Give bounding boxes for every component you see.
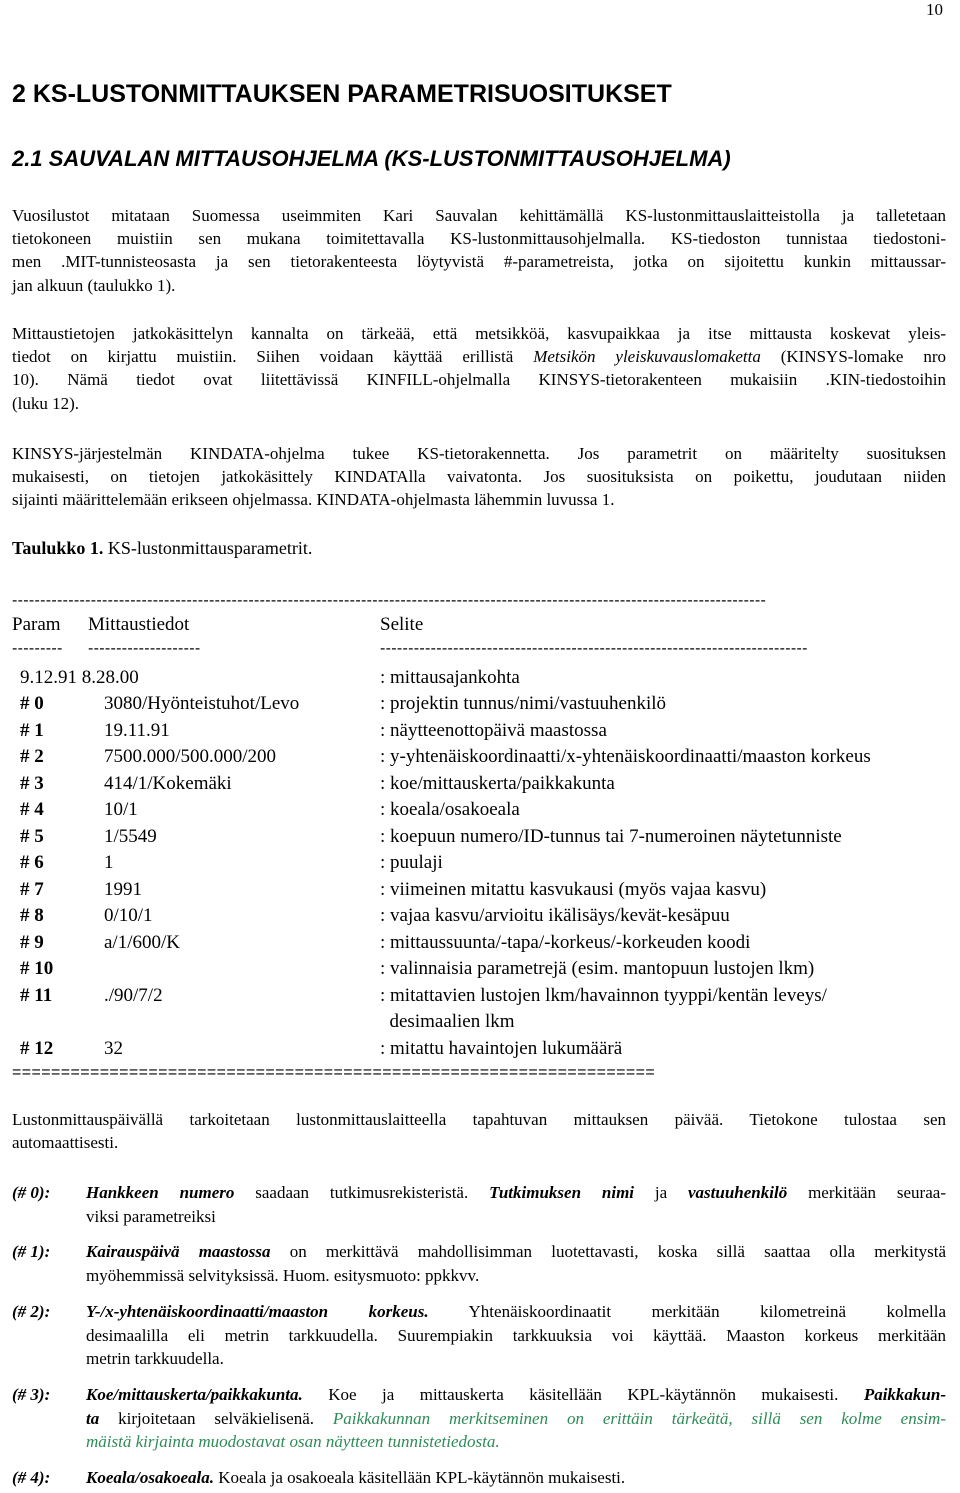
description-cell: : puulaji [380, 852, 443, 873]
note-label: (# 0): [12, 1183, 51, 1202]
first-row-desc: : mittausajankohta [380, 667, 520, 688]
description-cell: : viimeinen mitattu kasvukausi (myös vajaa kasvu) [380, 878, 767, 900]
param-cell: # 4 [20, 799, 44, 820]
page-number: 10 [926, 0, 943, 19]
param-cell: # 5 [20, 825, 44, 847]
note-param-1: (# 1): Kairauspäivä maastossa on merkittävä mahdollisimman luotettavasti, koska sillä saattaa olla merkitystä myöhemmissä selvityksissä. Huom. esitysmuoto: ppkkvv. [12, 1242, 946, 1285]
description-cell: : mittaussuunta/-tapa/-korkeus/-korkeuden koodi [380, 931, 751, 953]
paragraph-line: sijainti määrittelemään erikseen ohjelmassa. KINDATA-ohjelmasta lähemmin luvussa 1. [12, 490, 615, 510]
column-header-param: Param [12, 614, 61, 635]
value-cell: ./90/7/2 [104, 984, 163, 1006]
table-caption: Taulukko 1. KS-lustonmittausparametrit. [12, 538, 313, 558]
description-cell: : koe/mittauskerta/paikkakunta [380, 772, 615, 794]
paragraph-line: Vuosilustot mitataan Suomessa useimmiten Kari Sauvalan kehittämällä KS-lustonmittauslaitteistolla ja talletetaan [12, 206, 946, 225]
paragraph-line: jan alkuun (taulukko 1). [12, 275, 176, 295]
note-label: (# 1): [12, 1242, 51, 1261]
value-cell: 0/10/1 [104, 905, 153, 926]
description-cell: : valinnaisia parametrejä (esim. mantopuun lustojen lkm) [380, 958, 815, 979]
note-param-3: (# 3): Koe/mittauskerta/paikkakunta. Koe ja mittauskerta käsitellään KPL-käytännön mukaisesti. Paikkakun- ta kirjoitetaan selväkielisenä. Paikkakunnan merkitseminen on erittäin tärkeätä, sillä sen kolme ensim- mäistä kirjainta muodostavat osan näytteen tunnistetiedosta. [12, 1383, 946, 1454]
intro-paragraph [12, 204, 946, 297]
description-cell: desimaalien lkm [380, 1011, 515, 1032]
paragraph-line: men .MIT-tunnisteosasta ja sen tietorakenteesta löytyvistä #-parametreista, jotka on sijoitettu kunkin mittaussar- [12, 252, 946, 272]
table-top-rule: -------------------------------------------------------------------------------------------------------------------------------------- [12, 592, 767, 609]
value-cell: 19.11.91 [104, 719, 170, 741]
value-cell: 32 [104, 1037, 123, 1059]
first-row-value: 9.12.91 8.28.00 [20, 667, 139, 688]
value-cell: 1/5549 [104, 825, 157, 847]
description-cell: : koepuun numero/ID-tunnus tai 7-numeroinen näytetunniste [380, 825, 842, 847]
paragraph-line: 10). Nämä tiedot ovat liitettävissä KINFILL-ohjelmalla KINSYS-tietorakenteen mukaisiin .KIN-tiedostoihin [12, 370, 946, 390]
value-cell: 7500.000/500.000/200 [104, 746, 277, 767]
paragraph-line: mukaisesti, on tietojen jatkokäsittely KINDATAlla vaivatonta. Jos suosituksista on poikettu, joudutaan niiden [12, 467, 946, 487]
description-cell: : y-yhtenäiskoordinaatti/x-yhtenäiskoordinaatti/maaston korkeus [380, 746, 871, 767]
table-bottom-rule: ================================================================== [12, 1064, 656, 1081]
param-cell: # 9 [20, 931, 44, 953]
param-cell: # 12 [20, 1037, 54, 1059]
param-cell: # 11 [20, 984, 53, 1006]
header-underline-param: --------- [12, 640, 63, 657]
paragraph-line: (luku 12). [12, 393, 80, 413]
description-cell: : projektin tunnus/nimi/vastuuhenkilö [380, 693, 667, 714]
paragraph-line: Mittaustietojen jatkokäsittelyn kannalta on tärkeää, että metsikköä, kasvupaikkaa ja itse mittausta koskevat yleis- [12, 324, 946, 343]
highlighted-note: Paikkakunnan merkitseminen on erittäin tärkeätä, sillä sen kolme ensim- [332, 1408, 946, 1428]
chapter-heading: 2 KS-LUSTONMITTAUKSEN PARAMETRISUOSITUKSET [12, 80, 672, 108]
param-cell: # 8 [20, 905, 44, 926]
note-label: (# 3): [12, 1385, 51, 1404]
kinsys-paragraph [12, 442, 946, 512]
param-cell: # 0 [20, 693, 44, 714]
param-cell: # 2 [20, 746, 44, 767]
note-param-0: (# 0): Hankkeen numero saadaan tutkimusrekisteristä. Tutkimuksen nimi ja vastuuhenkilö merkitään seuraa- viksi parametreiksi [12, 1183, 946, 1226]
value-cell: 10/1 [104, 799, 138, 820]
value-cell: 1991 [104, 878, 142, 900]
param-cell: # 10 [20, 958, 54, 979]
header-underline-desc: ---------------------------------------------------------------------------- [380, 640, 808, 657]
note-label: (# 4): [12, 1468, 51, 1487]
paragraph-line: tiedot on kirjattu muistiin. Siihen voidaan käyttää erillistä Metsikön yleiskuvauslomaketta (KINSYS-lomake nro [12, 347, 947, 367]
followup-paragraph [12, 322, 946, 415]
header-underline-data: -------------------- [88, 640, 201, 657]
paragraph-line: KINSYS-järjestelmän KINDATA-ohjelma tukee KS-tietorakennetta. Jos parametrit on määritelty suosituksen [12, 444, 946, 463]
value-cell: 3080/Hyönteistuhot/Levo [104, 693, 300, 714]
paragraph-line: Lustonmittauspäivällä tarkoitetaan lustonmittauslaitteella tapahtuvan mittauksen päivää. Tietokone tulostaa sen [12, 1110, 946, 1129]
paragraph-line: tietokoneen muistiin sen mukana toimitettavalla KS-lustonmittausohjelmalla. KS-tiedoston tunnistaa tiedostoni- [12, 229, 946, 249]
column-header-desc: Selite [380, 614, 424, 635]
note-param-4: (# 4): Koeala/osakoeala. Koeala ja osakoeala käsitellään KPL-käytännön mukaisesti. [12, 1466, 946, 1490]
param-cell: # 6 [20, 852, 44, 873]
section-heading: 2.1 SAUVALAN MITTAUSOHJELMA (KS-LUSTONMITTAUSOHJELMA) [12, 146, 731, 171]
form-name: Metsikön yleiskuvauslomaketta [533, 347, 761, 367]
param-cell: # 7 [20, 878, 44, 900]
value-cell: 1 [104, 852, 114, 873]
paragraph-line: automaattisesti. [12, 1133, 119, 1153]
highlighted-note: mäistä kirjainta muodostavat osan näytteen tunnistetiedosta. [86, 1432, 500, 1452]
description-cell: : näytteenottopäivä maastossa [380, 719, 607, 741]
description-cell: : mitattu havaintojen lukumäärä [380, 1037, 623, 1059]
note-param-2: (# 2): Y-/x-yhtenäiskoordinaatti/maaston korkeus. Yhtenäiskoordinaatit merkitään kilometreinä kolmella desimaalilla eli metrin tarkkuudella. Suurempiakin tarkkuuksia voi käyttää. Maaston korkeus merkitään metrin tarkkuudella. [12, 1302, 946, 1369]
measurement-date-paragraph [12, 1108, 946, 1154]
value-cell: a/1/600/K [104, 931, 180, 953]
column-header-data: Mittaustiedot [88, 614, 190, 635]
param-cell: # 3 [20, 772, 44, 794]
value-cell: 414/1/Kokemäki [104, 772, 232, 794]
description-cell: : vajaa kasvu/arvioitu ikälisäys/kevät-kesäpuu [380, 905, 730, 926]
param-cell: # 1 [20, 719, 44, 741]
description-cell: : mitattavien lustojen lkm/havainnon tyyppi/kentän leveys/ [380, 984, 827, 1006]
description-cell: : koeala/osakoeala [380, 799, 520, 820]
note-label: (# 2): [12, 1302, 51, 1321]
